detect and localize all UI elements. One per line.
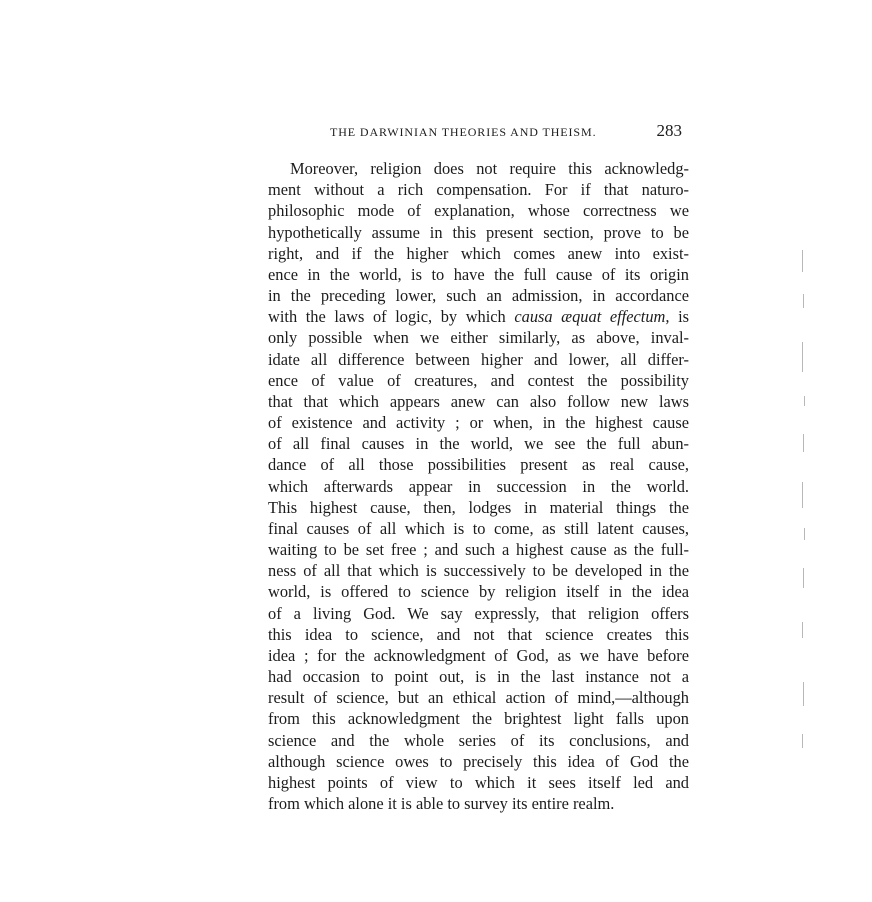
scan-speck: [803, 434, 804, 452]
text-line: from this acknowledgment the brightest light falls upon: [268, 709, 689, 729]
text-line: ness of all that which is successively to be developed in the: [268, 561, 689, 581]
scan-speck: [803, 568, 804, 588]
text-line: waiting to be set free ; and such a highest cause as the full-: [268, 540, 689, 560]
scan-speck: [802, 482, 803, 508]
text-line: right, and if the higher which comes anew into exist-: [268, 243, 689, 263]
running-head: [268, 123, 684, 141]
scan-speck: [802, 250, 803, 272]
text-line: idate all difference between higher and lower, all differ-: [268, 349, 689, 369]
page-number: 283: [656, 121, 682, 140]
text-line: this idea to science, and not that science creates this: [268, 624, 689, 644]
text-line: from which alone it is able to survey its entire realm.: [268, 794, 615, 814]
text-line-end: is: [669, 307, 689, 327]
scan-speck: [802, 342, 803, 372]
text-line: philosophic mode of explanation, whose correctness we: [268, 201, 689, 221]
text-line: ence of value of creatures, and contest the possibility: [268, 370, 689, 390]
text-line: final causes of all which is to come, as still latent causes,: [268, 518, 689, 538]
text-line: ment without a rich compensation. For if that naturo-: [268, 180, 689, 200]
text-line: idea ; for the acknowledgment of God, as we have before: [268, 645, 689, 665]
text-line: which afterwards appear in succession in the world.: [268, 476, 689, 496]
scan-speck: [803, 682, 804, 706]
running-title: THE DARWINIAN THEORIES AND THEISM.: [330, 125, 597, 139]
text-line: dance of all those possibilities present as real cause,: [268, 455, 689, 475]
scan-speck: [804, 396, 805, 406]
scan-margin-specks: [800, 250, 812, 770]
latin-phrase: causa æquat effectum,: [514, 307, 670, 327]
text-line: hypothetically assume in this present section, prove to be: [268, 222, 689, 242]
scan-speck: [802, 622, 803, 638]
text-line: of all final causes in the world, we see the full abun-: [268, 434, 689, 454]
scan-speck: [804, 528, 805, 540]
text-line: of existence and activity ; or when, in the highest cause: [268, 413, 689, 433]
text-line: ence in the world, is to have the full cause of its origin: [268, 264, 689, 284]
text-line: science and the whole series of its conclusions, and: [268, 730, 689, 750]
text-line: in the preceding lower, such an admission, in accordance: [268, 286, 689, 306]
text-line-start: with the laws of logic, by which: [268, 307, 515, 327]
text-line: of a living God. We say expressly, that religion offers: [268, 603, 689, 623]
text-line: had occasion to point out, is in the last instance not a: [268, 667, 689, 687]
text-line: that that which appears anew can also follow new laws: [268, 391, 689, 411]
text-line: although science owes to precisely this idea of God the: [268, 751, 689, 771]
text-line: highest points of view to which it sees itself led and: [268, 772, 689, 792]
scan-speck: [802, 734, 803, 748]
text-line: world, is offered to science by religion itself in the idea: [268, 582, 689, 602]
text-line: only possible when we either similarly, as above, inval-: [268, 328, 689, 348]
text-line: result of science, but an ethical action of mind,—although: [268, 688, 689, 708]
paragraph: [268, 158, 689, 814]
text-line: This highest cause, then, lodges in material things the: [268, 497, 689, 517]
scan-speck: [803, 294, 804, 308]
text-line: Moreover, religion does not require this acknowledg-: [290, 159, 689, 178]
text-line: [268, 306, 689, 327]
